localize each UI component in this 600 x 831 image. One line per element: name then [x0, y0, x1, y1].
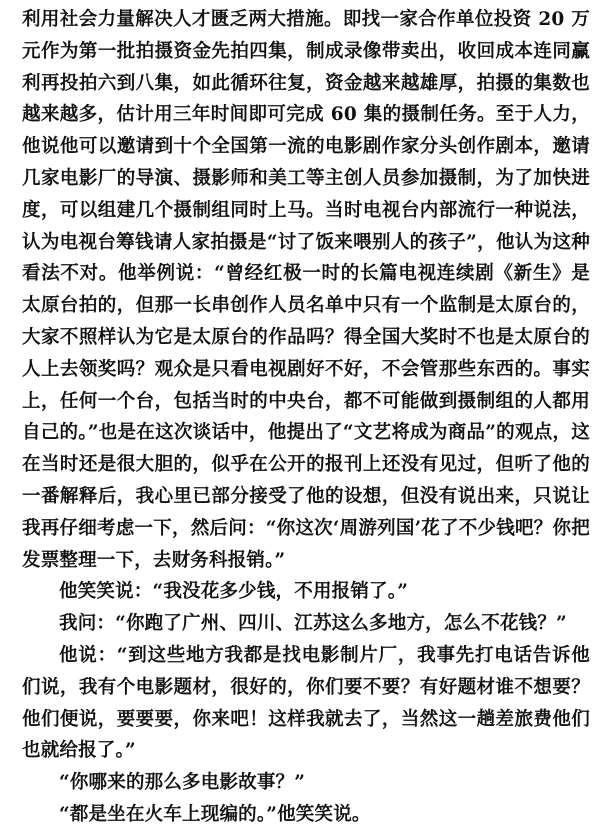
- body-paragraph-5: “你哪来的那么多电影故事？”: [59, 772, 306, 794]
- body-paragraph-3: 我问：“你跑了广州、四川、江苏这么多地方，怎么不花钱？”: [59, 613, 567, 635]
- body-paragraph-6: “都是坐在火车上现编的。”他笑笑说。: [59, 803, 371, 825]
- body-paragraph-2: 他笑笑说：“我没花多少钱，不用报销了。”: [59, 581, 409, 603]
- body-paragraph-4: 他说：“到这些地方我都是找电影制片厂，我事先打电话告诉他们说，我有个电影题材，很好的，你们要不要？有好题材谁不想要？他们便说，要要要，你来吧！这样我就去了，当然这一趟差旅费他们也就给报了。”: [22, 644, 590, 762]
- body-paragraph-1: 利用社会力量解决人才匮乏两大措施。即找一家合作单位投资 20 万元作为第一批拍摄资金先拍四集，制成录像带卖出，收回成本连同赢利再投拍六到八集，如此循环往复，资金越来越雄厚，拍摄的集数也越来越多，估计用三年时间即可完成 60 集的摄制任务。至于人力，他说他可以邀请到十个全国第一流的电影剧作家分头创作剧本，邀请几家电影厂的导演、摄影师和美工等主创人员参加摄制，为了加快进度，可以组建几个摄制组同时上马。当时电视台内部流行一种说法，认为电视台筹钱请人家拍摄是“讨了饭来喂别人的孩子”，他认为这种看法不对。他举例说：“曾经红极一时的长篇电视连续剧《新生》是太原台拍的，但那一长串创作人员名单中只有一个监制是太原台的，大家不照样认为它是太原台的作品吗？得全国大奖时不也是太原台的人上去领奖吗？观众是只看电视剧好不好，不会管那些东西的。事实上，任何一个台，包括当时的中央台，都不可能做到摄制组的人都用自己的。”也是在这次谈话中，他提出了“文艺将成为商品”的观点，这在当时还是很大胆的，似乎在公开的报刊上还没有见过，但听了他的一番解释后，我心里已部分接受了他的设想，但没有说出来，只说让我再仔细考虑一下，然后问：“你这次‘周游列国’花了不少钱吧？你把发票整理一下，去财务科报销。”: [22, 9, 590, 571]
